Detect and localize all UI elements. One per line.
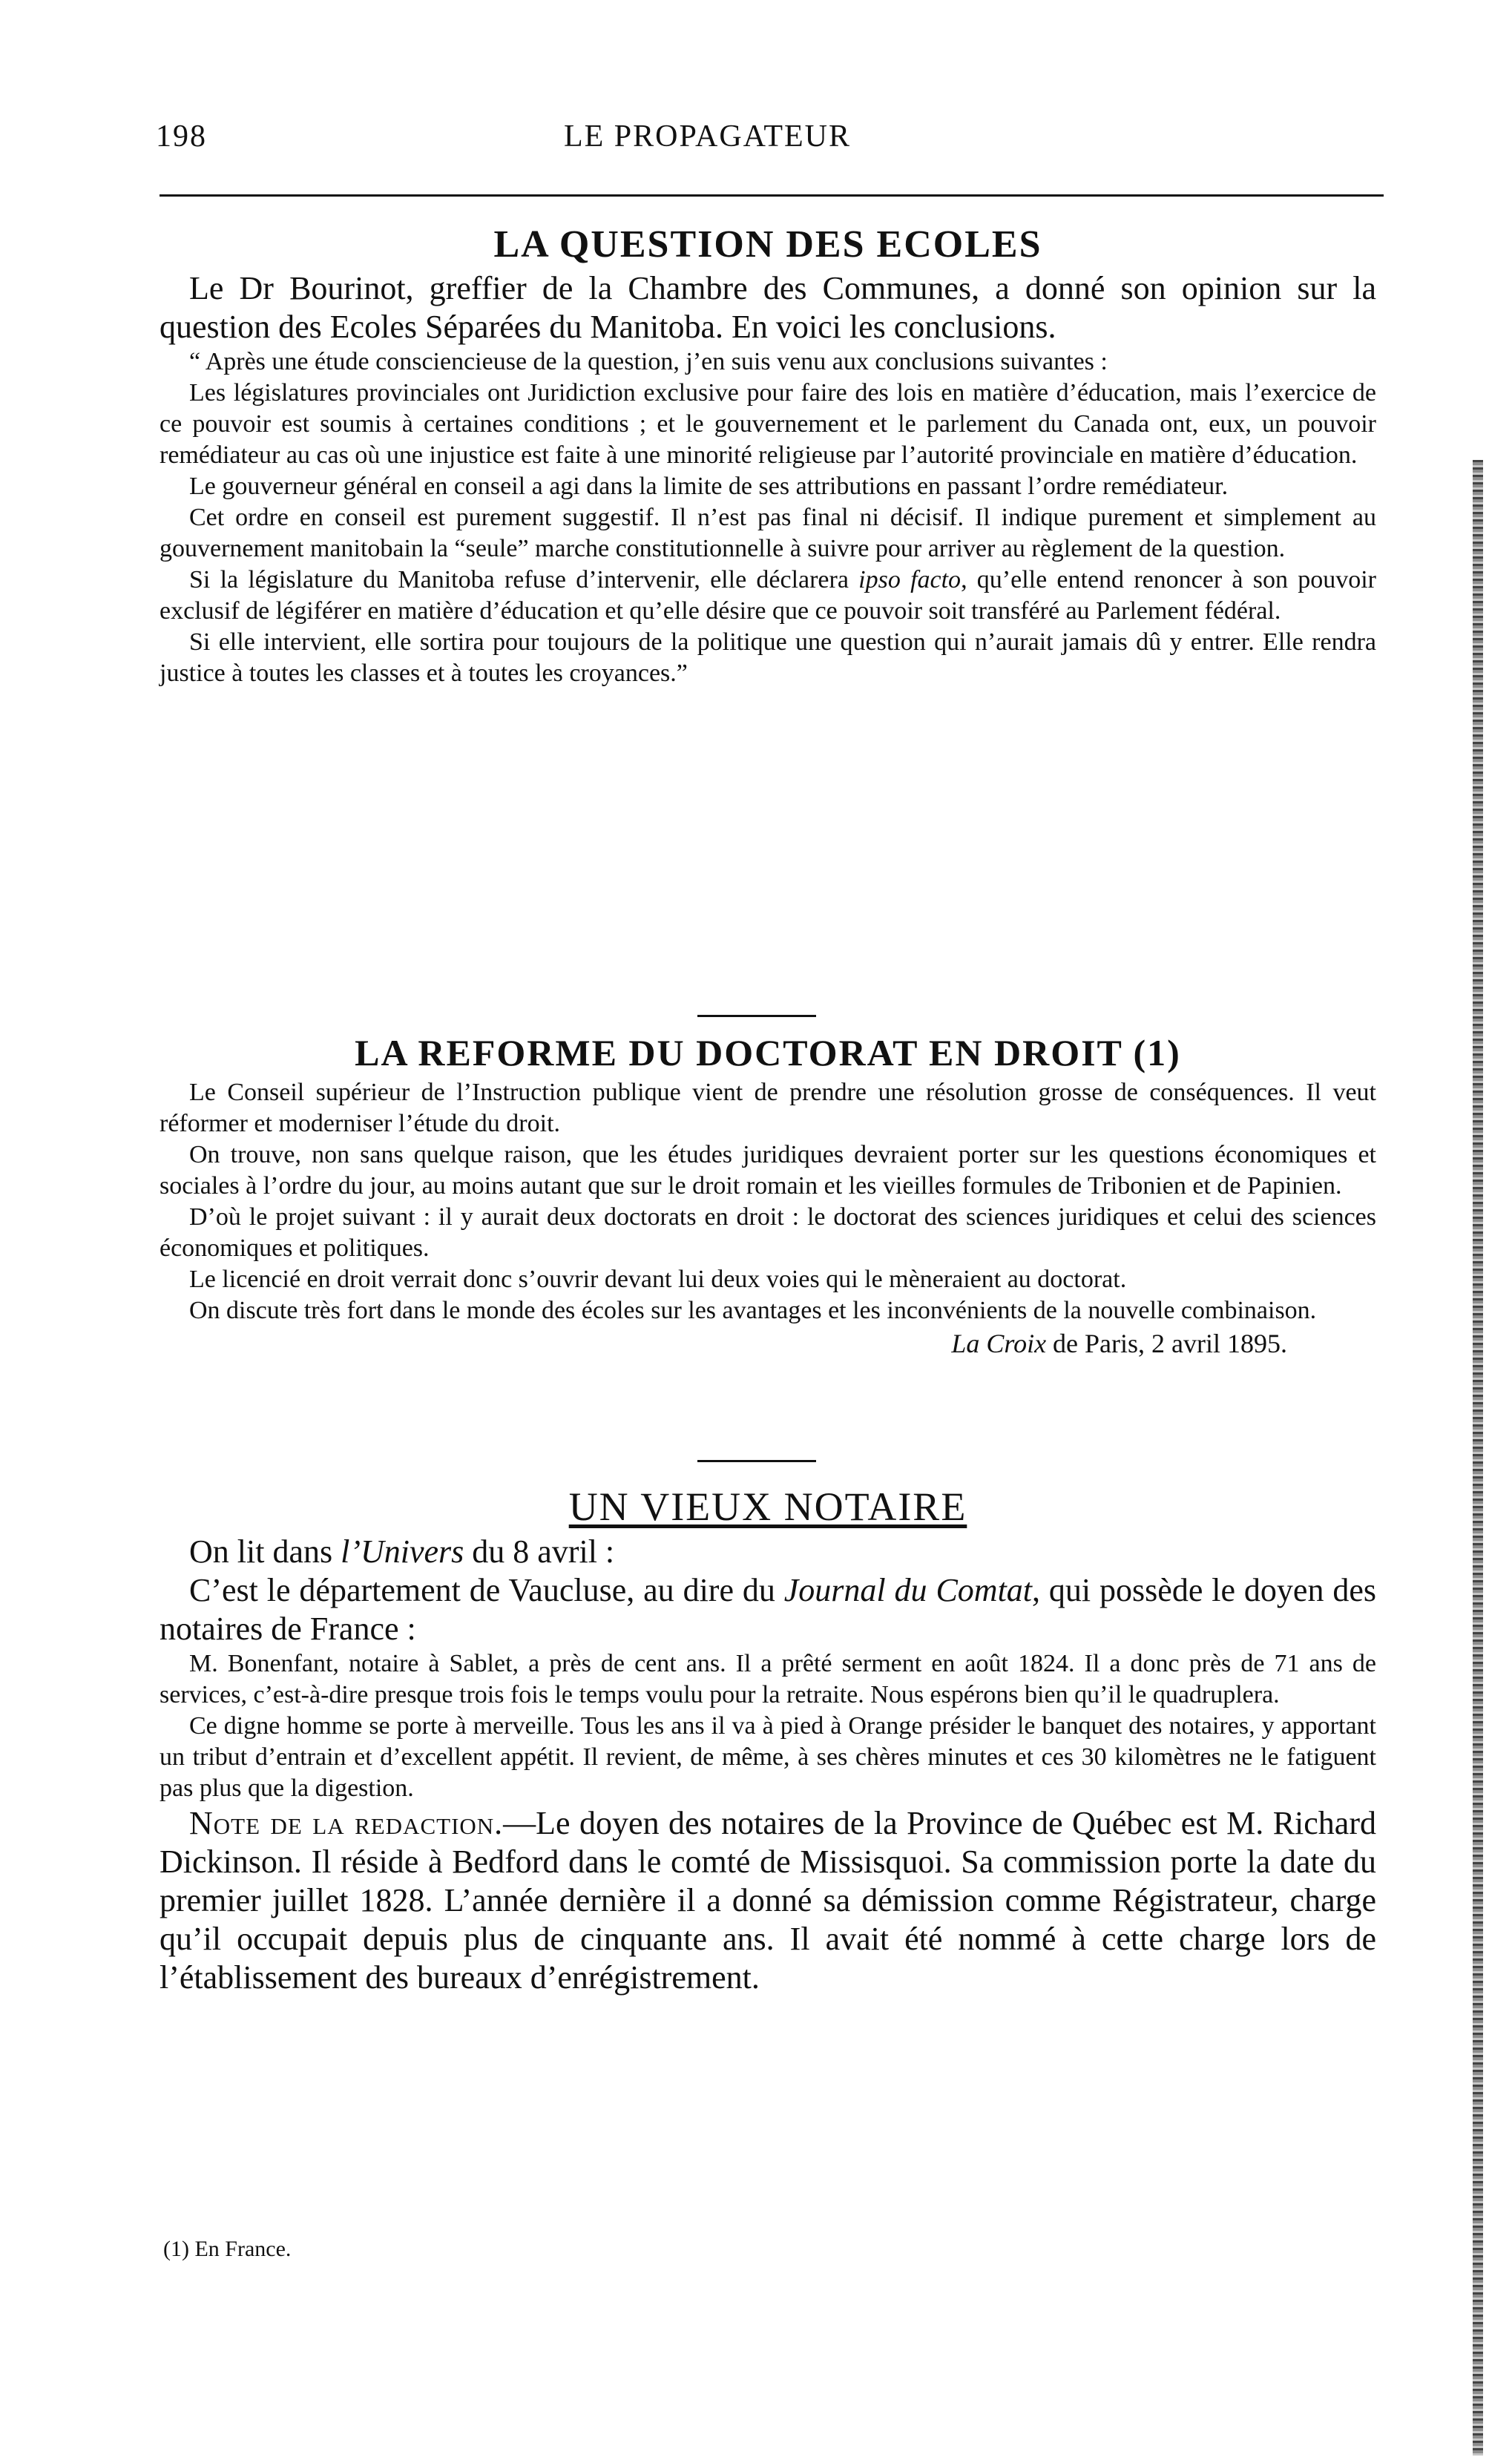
paragraph: Ce digne homme se porte à merveille. Tous les ans il va à pied à Orange présider le banquet des notaires, y apportant un tribut d’entrain et d’excellent appétit. Il revient, de même, à ses chères minutes et ces 30 kilomètres ne le fatiguent pas plus que la digestion. xyxy=(160,1712,1376,1802)
paragraph: C’est le département de Vaucluse, au dire du Journal du Comtat, qui possède le doyen des notaires de France : xyxy=(160,1572,1376,1647)
paragraph: On lit dans l’Univers du 8 avril : xyxy=(189,1533,615,1570)
paragraph: Si la législature du Manitoba refuse d’intervenir, elle déclarera ipso facto, qu’elle entend renoncer à son pouvoir exclusif de légiférer en matière d’éducation et qu’elle désire que ce pouvoir soit transféré au Parlement fédéral. xyxy=(160,566,1376,625)
header-rule xyxy=(160,194,1384,197)
article-notaire xyxy=(160,1484,1376,1997)
article-intro: Le Dr Bourinot, greffier de la Chambre des Communes, a donné son opinion sur la question des Ecoles Séparées du Manitoba. En voici les conclusions. xyxy=(160,270,1376,345)
running-title: LE PROPAGATEUR xyxy=(564,119,852,154)
section-divider xyxy=(697,1460,816,1462)
article-heading: UN VIEUX NOTAIRE xyxy=(568,1484,967,1529)
scan-edge xyxy=(1473,460,1483,2456)
article-heading: LA QUESTION DES ECOLES xyxy=(493,223,1042,266)
paragraph: Le gouverneur général en conseil a agi dans la limite de ses attributions en passant l’ordre remédiateur. xyxy=(189,473,1229,500)
paragraph: M. Bonenfant, notaire à Sablet, a près de cent ans. Il a prêté serment en août 1824. Il a donc près de 71 ans de services, c’est-à-dire presque trois fois le temps voulu pour la retraite. Nous espérons bien qu’il le quadruplera. xyxy=(160,1650,1376,1708)
page-header xyxy=(148,89,1380,193)
article-heading: LA REFORME DU DOCTORAT EN DROIT (1) xyxy=(355,1032,1181,1073)
paragraph: Si elle intervient, elle sortira pour toujours de la politique une question qui n’aurait jamais dû y entrer. Elle rendra justice à toutes les classes et à toutes les croyances.” xyxy=(160,628,1376,687)
paragraph: “ Après une étude consciencieuse de la question, j’en suis venu aux conclusions suivantes : xyxy=(189,348,1108,375)
page-number: 198 xyxy=(156,119,207,154)
paragraph: Le licencié en droit verrait donc s’ouvrir devant lui deux voies qui le mèneraient au doctorat. xyxy=(189,1266,1127,1293)
footnote: (1) En France. xyxy=(163,2237,292,2261)
paragraph: On trouve, non sans quelque raison, que les études juridiques devraient porter sur les questions économiques et sociales à l’ordre du jour, au moins autant que sur le droit romain et les vieilles formules de Tribonien et de Papinien. xyxy=(160,1141,1376,1200)
article-doctorat xyxy=(160,1031,1376,1361)
paragraph: Cet ordre en conseil est purement suggestif. Il n’est pas final ni décisif. Il indique purement et simplement au gouvernement manitobain la “seule” marche constitutionnelle à suivre pour arriver au règlement de la question. xyxy=(160,504,1376,562)
paragraph: D’où le projet suivant : il y aurait deux doctorats en droit : le doctorat des sciences juridiques et celui des sciences économiques et politiques. xyxy=(160,1203,1376,1262)
section-divider xyxy=(697,1015,816,1017)
paragraph: Les législatures provinciales ont Juridiction exclusive pour faire des lois en matière d’éducation, mais l’exercice de ce pouvoir est soumis à certaines conditions ; et le gouvernement et le parlement du Canada ont, eux, un pouvoir remédiateur au cas où une injustice est faite à une minorité religieuse par l’autorité provinciale en matière d’éducation. xyxy=(160,379,1376,469)
editor-note: Note de la redaction.—Le doyen des notaires de la Province de Québec est M. Richard Dickinson. Il réside à Bedford dans le comté de Missisquoi. Sa commission porte la date du premier juillet 1828. L’année dernière il a donné sa démission comme Régistrateur, charge qu’il occupait depuis plus de cinquante ans. Il avait été nommé à cette charge lors de l’établissement des bureaux d’enrégistrement. xyxy=(160,1805,1376,1996)
paragraph: On discute très fort dans le monde des écoles sur les avantages et les inconvénients de la nouvelle combinaison. xyxy=(189,1297,1317,1324)
source-attribution: La Croix de Paris, 2 avril 1895. xyxy=(951,1329,1287,1358)
article-ecoles xyxy=(160,223,1376,689)
paragraph: Le Conseil supérieur de l’Instruction publique vient de prendre une résolution grosse de conséquences. Il veut réformer et moderniser l’étude du droit. xyxy=(160,1079,1376,1137)
